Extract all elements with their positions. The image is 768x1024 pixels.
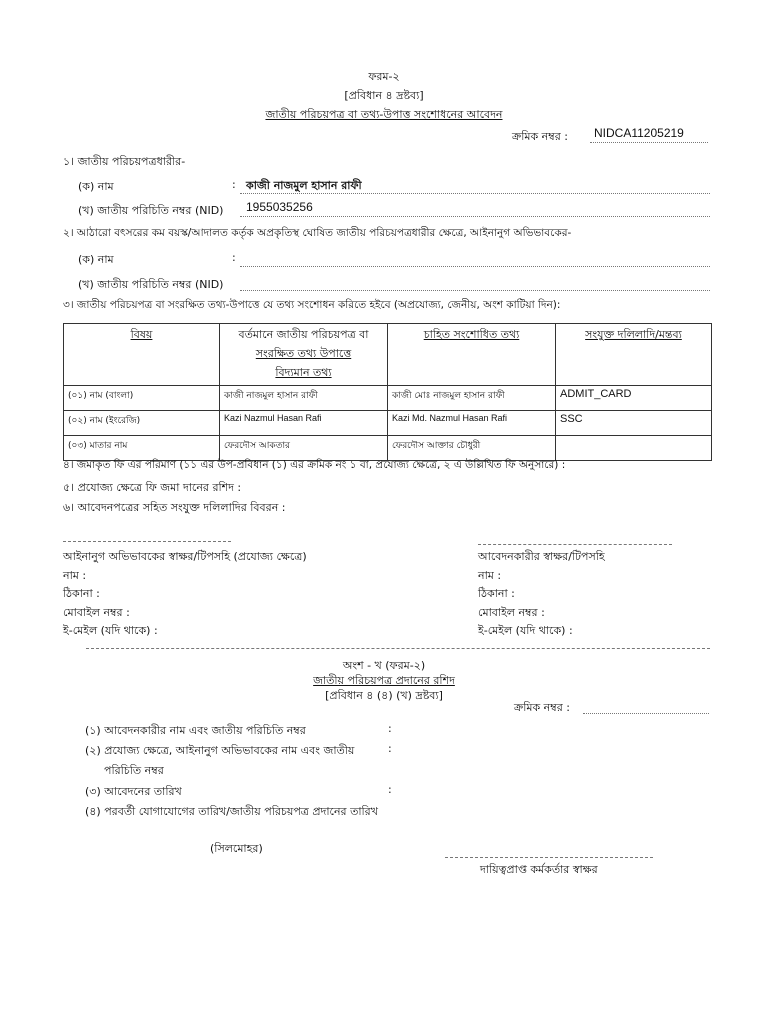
officer-signature-line xyxy=(445,857,653,858)
rule-reference: [প্রবিধান ৪ দ্রষ্টব্য] xyxy=(344,89,424,102)
holder-name-line xyxy=(240,193,710,194)
row-document: SSC xyxy=(556,411,712,436)
guardian-nid-line xyxy=(240,290,710,291)
table-row xyxy=(64,411,712,436)
receipt-serial-label: ক্রমিক নম্বর : xyxy=(514,701,570,714)
guardian-mobile-field: মোবাইল নম্বর : xyxy=(63,606,130,619)
holder-nid-label: (খ) জাতীয় পরিচিতি নম্বর (NID) xyxy=(78,204,224,217)
guardian-address-field: ঠিকানা : xyxy=(63,587,100,600)
row-requested: Kazi Md. Nazmul Hasan Rafi xyxy=(388,411,556,436)
holder-name-colon: : xyxy=(232,178,236,191)
row-subject: (০২) নাম (ইংরেজি) xyxy=(64,411,220,436)
row-current: ফেরদৌস আকতার xyxy=(220,436,388,461)
holder-name-label: (ক) নাম xyxy=(78,180,114,193)
row-document xyxy=(556,436,712,461)
row-current: Kazi Nazmul Hasan Rafi xyxy=(220,411,388,436)
table-row xyxy=(64,436,712,461)
row-current: কাজী নাজমুল হাসান রাফী xyxy=(220,386,388,411)
section5-receipt: ৫। প্রযোজ্য ক্ষেত্রে ফি জমা দানের রশিদ : xyxy=(63,481,242,494)
guardian-name-field: নাম : xyxy=(63,569,87,582)
serial-label: ক্রমিক নম্বর : xyxy=(512,130,568,143)
header-current-info: বর্তমানে জাতীয় পরিচয়পত্র বা সংরক্ষিত তথ্য উপাত্তে বিদ্যমান তথ্য xyxy=(220,324,388,386)
form-title: জাতীয় পরিচয়পত্র বা তথ্য-উপাত্ত সংশোধনের আবেদন xyxy=(265,108,503,121)
receipt-item-3: (৩) আবেদনের তারিখ xyxy=(85,785,182,798)
receipt-part-label: অংশ - খ (ফরম-২) xyxy=(342,659,426,672)
guardian-name-colon: : xyxy=(232,251,236,264)
applicant-name-field: নাম : xyxy=(478,569,502,582)
guardian-nid-label: (খ) জাতীয় পরিচিতি নম্বর (NID) xyxy=(78,278,224,291)
holder-nid-line xyxy=(240,216,710,217)
applicant-mobile-field: মোবাইল নম্বর : xyxy=(478,606,545,619)
receipt-item-2: (২) প্রযোজ্য ক্ষেত্রে, আইনানুগ অভিভাবকের নাম এবং জাতীয় xyxy=(85,744,355,757)
applicant-signature-line xyxy=(478,544,672,545)
form-number: ফরম-২ xyxy=(368,70,400,83)
receipt-item-2-colon: : xyxy=(388,742,392,755)
row-requested: কাজী মোঃ নাজমুল হাসান রাফী xyxy=(388,386,556,411)
section1-heading: ১। জাতীয় পরিচয়পত্রধারীর- xyxy=(63,155,186,168)
correction-table-header xyxy=(64,324,712,386)
table-row xyxy=(64,386,712,411)
guardian-signature-line xyxy=(63,541,231,542)
receipt-item-3-colon: : xyxy=(388,783,392,796)
holder-name-value: কাজী নাজমুল হাসান রাফী xyxy=(246,179,362,192)
guardian-email-field: ই-মেইল (যদি থাকে) : xyxy=(63,624,158,637)
correction-table xyxy=(63,323,712,461)
guardian-name-line xyxy=(240,266,710,267)
row-subject: (০১) নাম (বাংলা) xyxy=(64,386,220,411)
tear-off-line xyxy=(86,648,710,649)
section6-documents: ৬। আবেদনপত্রের সহিত সংযুক্ত দলিলাদির বিবরন : xyxy=(63,501,286,514)
guardian-signature-title: আইনানুগ অভিভাবকের স্বাক্ষর/টিপসহি (প্রযোজ্য ক্ষেত্রে) xyxy=(63,550,307,563)
applicant-email-field: ই-মেইল (যদি থাকে) : xyxy=(478,624,573,637)
header-subject: বিষয় xyxy=(64,324,220,386)
section2-heading: ২। আঠারো বৎসরের কম বয়স্ক/আদালত কর্তৃক অপ্রকৃতিস্থ ঘোষিত জাতীয় পরিচয়পত্রধারীর ক্ষেত্রে, আইনানুগ অভিভাবকের- xyxy=(63,227,572,239)
serial-dotted-line xyxy=(590,142,708,143)
officer-signature-title: দায়িত্বপ্রাপ্ত কর্মকর্তার স্বাক্ষর xyxy=(480,863,598,876)
seal-placeholder: (সিলমোহর) xyxy=(210,842,263,855)
serial-value: NIDCA11205219 xyxy=(594,126,684,140)
receipt-serial-line xyxy=(583,713,709,714)
header-documents: সংযুক্ত দলিলাদি/মন্তব্য xyxy=(556,324,712,386)
receipt-item-2-continued: পরিচিতি নম্বর xyxy=(104,764,164,777)
row-subject: (০৩) মাতার নাম xyxy=(64,436,220,461)
holder-nid-value: 1955035256 xyxy=(246,200,313,214)
row-requested: ফেরদৌস আক্তার চৌধুরী xyxy=(388,436,556,461)
receipt-item-1-colon: : xyxy=(388,722,392,735)
receipt-rule-reference: [প্রবিধান ৪ (৪) (খ) দ্রষ্টব্য] xyxy=(325,689,443,702)
section3-heading: ৩। জাতীয় পরিচয়পত্র বা সংরক্ষিত তথ্য-উপাত্তে যে তথ্য সংশোধন করিতে হইবে (অপ্রযোজ্য, জেনীয়, অংশ কাটিয়া দিন): xyxy=(63,299,561,311)
section4-fee: ৪। জমাকৃত ফি এর পরিমাণ (১১ এর উপ-প্রবিধান (১) এর ক্রমিক নং ১ বা, প্রযোজ্য ক্ষেত্রে, ২ এ উল্লিখিত ফি অনুসারে) : xyxy=(63,459,566,471)
receipt-title: জাতীয় পরিচয়পত্র প্রদানের রশিদ xyxy=(313,674,455,687)
applicant-address-field: ঠিকানা : xyxy=(478,587,515,600)
header-requested-info: চাহিত সংশোধিত তথ্য xyxy=(388,324,556,386)
guardian-name-label: (ক) নাম xyxy=(78,253,114,266)
receipt-item-4: (৪) পরবর্তী যোগাযোগের তারিখ/জাতীয় পরিচয়পত্র প্রদানের তারিখ xyxy=(85,805,378,818)
row-document: ADMIT_CARD xyxy=(556,386,712,411)
receipt-item-1: (১) আবেদনকারীর নাম এবং জাতীয় পরিচিতি নম্বর xyxy=(85,724,306,737)
applicant-signature-title: আবেদনকারীর স্বাক্ষর/টিপসহি xyxy=(478,550,605,563)
